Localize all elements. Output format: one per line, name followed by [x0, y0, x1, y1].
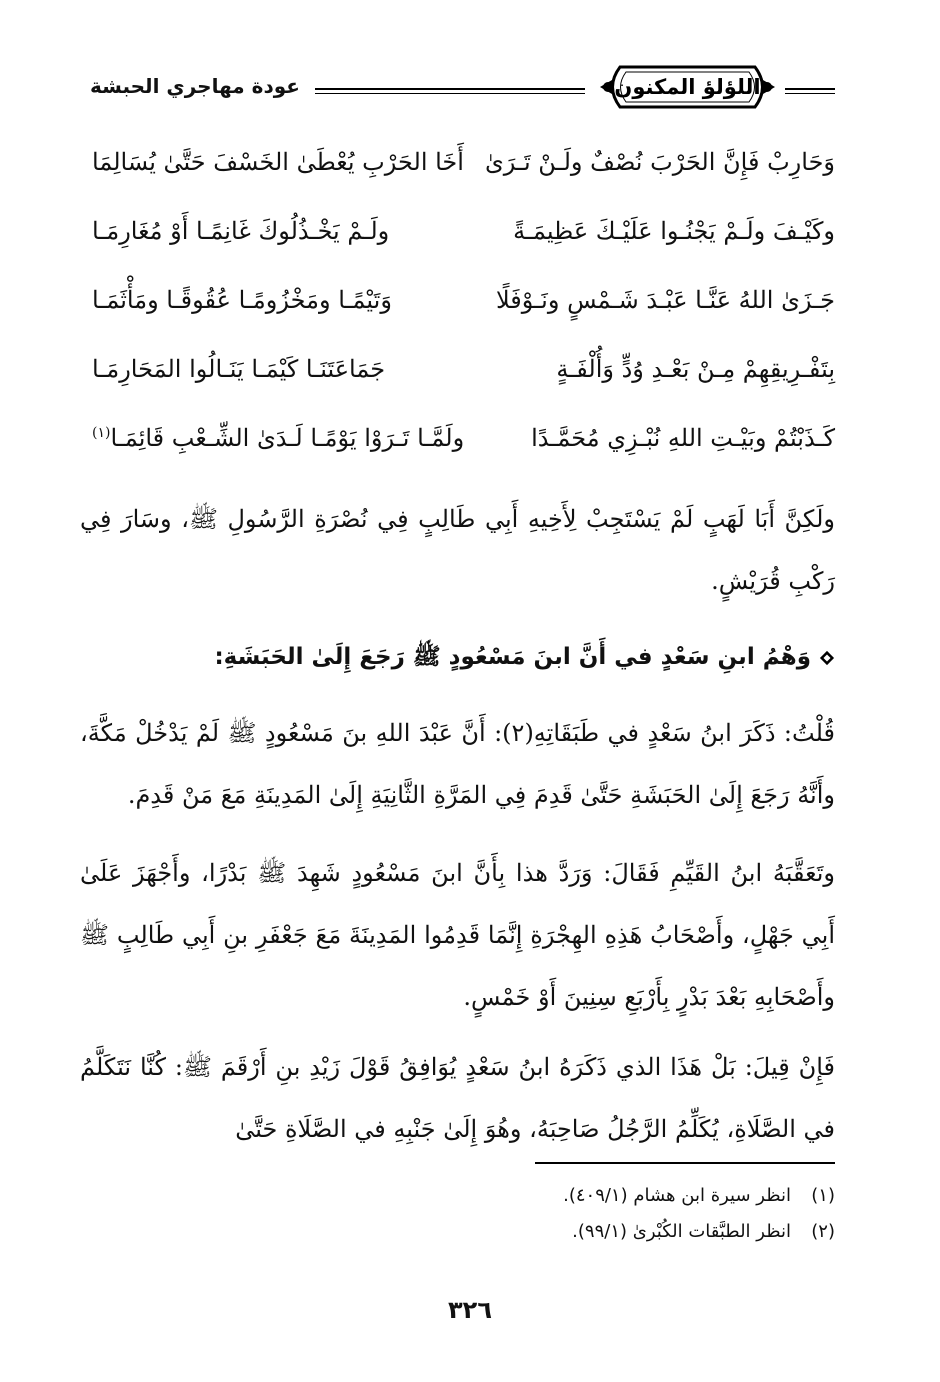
section-heading-text: وَهْمُ ابنِ سَعْدٍ في أَنَّ ابنَ مَسْعُودٍ ﷺ رَجَعَ إِلَىٰ الحَبَشَةِ: — [214, 644, 811, 670]
paragraph-2: قُلْتُ: ذَكَرَ ابنُ سَعْدٍ في طَبَقَاتِهِ(٢): أَنَّ عَبْدَ اللهِ بنَ مَسْعُودٍ ﷺ لَمْ يَدْخُلْ مَكَّةَ، وأَنَّهُ رَجَعَ إِلَىٰ الحَبَشَةِ حَتَّىٰ قَدِمَ فِي المَرَّةِ الثَّانِيَةِ إِلَىٰ المَدِينَةِ مَعَ مَنْ قَدِمَ. — [80, 719, 835, 809]
footnotes — [235, 1178, 835, 1250]
book-title: اللؤلؤ المكنون — [614, 75, 761, 99]
verse-first-hemistich: بِتَفْـرِيقِهِمْ مِـنْ بَعْـدِ وُدٍّ وَأُلْفَـةٍ — [556, 355, 835, 383]
paragraph-4: فَإِنْ قِيلَ: بَلْ هَذَا الذي ذَكَرَهُ ابنُ سَعْدٍ يُوَافِقُ قَوْلَ زَيْدِ بنِ أَرْقَمَ ﷺ: كُنَّا نَتَكَلَّمُ في الصَّلَاةِ، يُكَلِّمُ الرَّجُلُ صَاحِبَهُ، وهُوَ إِلَىٰ جَنْبِهِ في الصَّلَاةِ حَتَّىٰ — [80, 1053, 835, 1143]
footnote-ref-1[interactable]: (١) — [92, 425, 111, 441]
book-title-cartouche — [600, 62, 775, 112]
verse-second-hemistich: أَخَا الحَرْبِ يُعْطَىٰ الخَسْفَ حَتَّىٰ يُسَالِمَا — [92, 148, 464, 176]
header-rule-middle — [315, 88, 585, 90]
section-heading — [80, 642, 835, 676]
footnote-text: انظر سيرة ابن هشام (٤٠٩/١). — [563, 1185, 791, 1206]
footnote-separator — [535, 1162, 835, 1164]
footnote-item — [235, 1178, 835, 1214]
verse-second-hemistich: وَتَيْمًـا ومَخْزُومًـا عُقُوقًـا ومَأْثَمَـا — [92, 286, 392, 314]
page-number: ٣٢٦ — [448, 1296, 492, 1324]
footnote-number: (٢) — [811, 1221, 835, 1242]
verse-first-hemistich: وكَيْـفَ ولَـمْ يَجْنُـوا عَلَيْـكَ عَظِيمَـةً — [513, 217, 835, 245]
header-rule-right — [785, 88, 835, 90]
verse-second-hemistich: جَمَاعَتَنَـا كَيْمَـا يَنَـالُوا المَحَارِمَـا — [92, 355, 386, 383]
footnote-item — [235, 1214, 835, 1250]
poem — [80, 140, 835, 485]
paragraph-3: وتَعَقَّبَهُ ابنُ القَيِّمِ فَقَالَ: وَرَدَّ هذا بِأَنَّ ابنَ مَسْعُودٍ شَهِدَ ﷺ بَدْرًا، وأَجْهَزَ عَلَىٰ أَبِي جَهْلٍ، وأَصْحَابُ هَذِهِ الهِجْرَةِ إِنَّمَا قَدِمُوا المَدِينَةَ مَعَ جَعْفَرِ بنِ أَبِي طَالِبٍ ﷺ وأَصْحَابِهِ بَعْدَ بَدْرٍ بِأَرْبَعِ سِنِينَ أَوْ خَمْسٍ. — [80, 859, 836, 1011]
poem-verse — [80, 347, 835, 416]
poem-verse — [80, 140, 835, 209]
verse-first-hemistich: كَـذَبْتُمْ وبَيْـتِ اللهِ نُبْـزِي مُحَمَّـدًا — [531, 424, 835, 452]
footnote-number: (١) — [811, 1185, 835, 1206]
verse-text: ولَمَّـا تَـرَوْا يَوْمًـا لَـدَىٰ الشِّـعْبِ قَائِمَـا — [110, 424, 465, 452]
header-rule-middle-thin — [315, 93, 585, 94]
footnote-text: انظر الطبَّقات الكُبْرىٰ (٩٩/١). — [572, 1221, 791, 1242]
chapter-title: عودة مهاجري الحبشة — [90, 74, 300, 98]
poem-verse — [80, 416, 835, 485]
running-header — [80, 58, 835, 118]
poem-verse — [80, 278, 835, 347]
diamond-bullet-icon — [819, 650, 835, 666]
verse-second-hemistich: ولَـمْ يَخْـذُلُوكَ غَانِمًـا أَوْ مُغَارِمَـا — [92, 217, 390, 245]
paragraph-1: ولَكِنَّ أَبَا لَهَبٍ لَمْ يَسْتَجِبْ لِأَخِيهِ أَبِي طَالِبٍ فِي نُصْرَةِ الرَّسُولِ ﷺ، وسَارَ فِي رَكْبِ قُرَيْشٍ. — [80, 505, 835, 595]
poem-verse — [80, 209, 835, 278]
verse-second-hemistich — [92, 424, 464, 452]
header-rule-right-thin — [785, 93, 835, 94]
verse-first-hemistich: وَحَارِبْ فَإِنَّ الحَرْبَ نُصْفٌ ولَـنْ تَـرَىٰ — [484, 148, 835, 176]
verse-first-hemistich: جَـزَىٰ اللهُ عَنَّـا عَبْـدَ شَـمْسٍ ونَـوْفَلًا — [495, 286, 835, 314]
